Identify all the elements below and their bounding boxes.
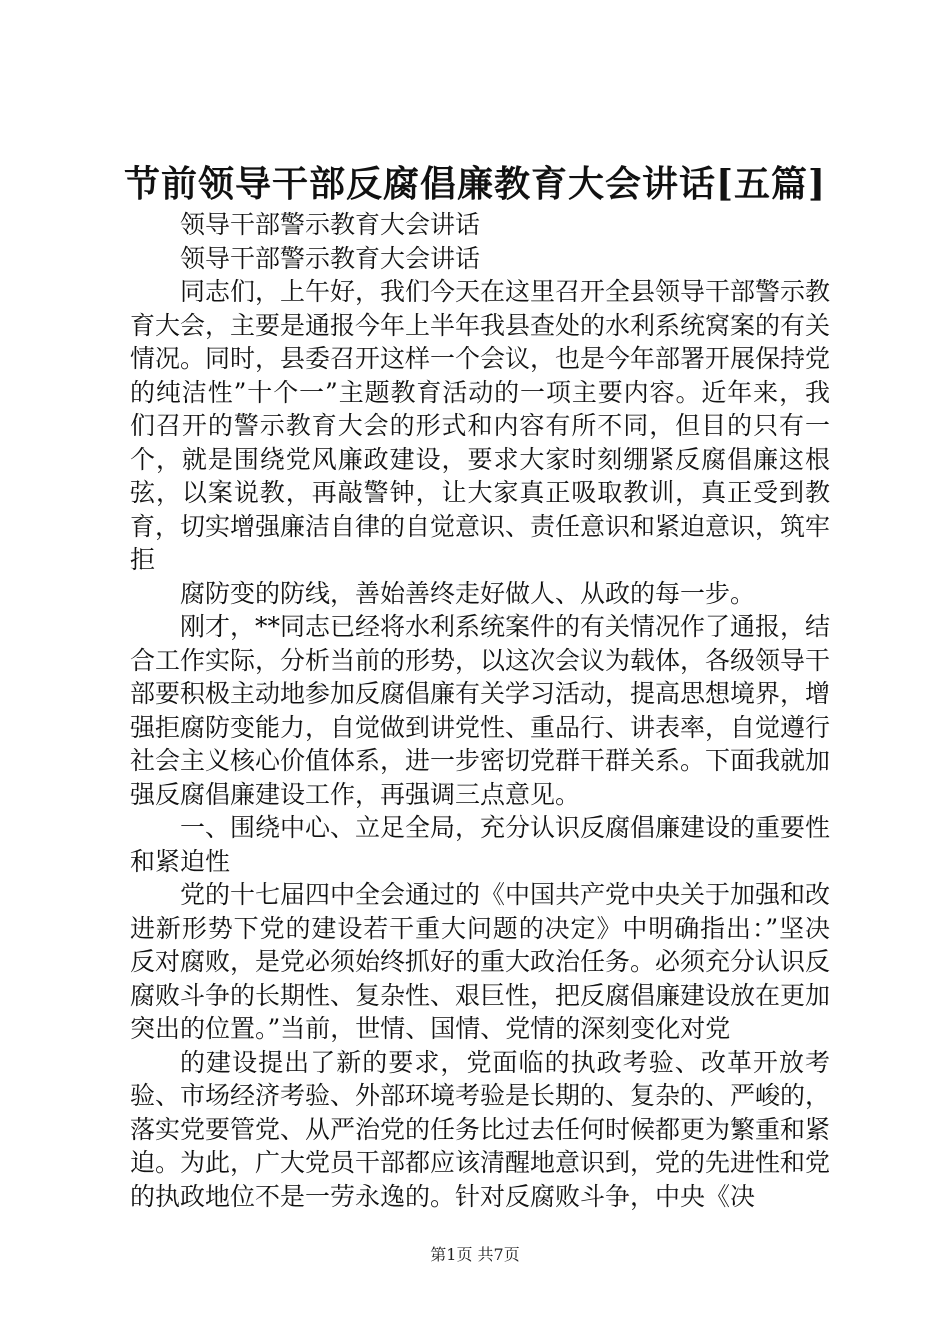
document-title: 节前领导干部反腐倡廉教育大会讲话[五篇] (123, 163, 827, 205)
body-paragraph: 刚才，**同志已经将水利系统案件的有关情况作了通报，结合工作实际，分析当前的形势，以这次会议为载体，各级领导干部要积极主动地参加反腐倡廉有关学习活动，提高思想境界，增强拒腐防变能力，自觉做到讲党性、重品行、讲表率，自觉遵行社会主义核心价值体系，进一步密切党群干群关系。下面我就加强反腐倡廉建设工作，再强调三点意见。 (130, 612, 831, 809)
subtitle-line: 领导干部警示教育大会讲话 (180, 243, 481, 273)
section-heading: 一、围绕中心、立足全局，充分认识反腐倡廉建设的重要性和紧迫性 (130, 813, 831, 876)
document-body (130, 208, 830, 1213)
body-paragraph: 腐防变的防线，善始善终走好做人、从政的每一步。 (180, 578, 756, 608)
subtitle-line: 领导干部警示教育大会讲话 (180, 210, 481, 239)
body-paragraph: 同志们，上午好，我们今天在这里召开全县领导干部警示教育大会，主要是通报今年上半年我县查处的水利系统窝案的有关情况。同时，县委召开这样一个会议，也是今年部署开展保持党的纯洁性”十个一”主题教育活动的一项主要内容。近年来，我们召开的警示教育大会的形式和内容有所不同，但目的只有一个，就是围绕党风廉政建设，要求大家时刻绷紧反腐倡廉这根弦，以案说教，再敲警钟，让大家真正吸取教训，真正受到教育，切实增强廉洁自律的自觉意识、责任意识和紧迫意识，筑牢拒 (130, 277, 831, 574)
body-paragraph: 的建设提出了新的要求，党面临的执政考验、改革开放考验、市场经济考验、外部环境考验是长期的、复杂的、严峻的，落实党要管党、从严治党的任务比过去任何时候都更为繁重和紧迫。为此，广大党员干部都应该清醒地意识到，党的先进性和党的执政地位不是一劳永逸的。针对反腐败斗争，中央《决 (130, 1047, 831, 1211)
body-paragraph: 党的十七届四中全会通过的《中国共产党中央关于加强和改进新形势下党的建设若干重大问题的决定》中明确指出：”坚决反对腐败，是党必须始终抓好的重大政治任务。必须充分认识反腐败斗争的长期性、复杂性、艰巨性，把反腐倡廉建设放在更加突出的位置。”当前，世情、国情、党情的深刻变化对党 (130, 880, 831, 1043)
page-number: 第1页 共7页 (430, 1245, 520, 1264)
